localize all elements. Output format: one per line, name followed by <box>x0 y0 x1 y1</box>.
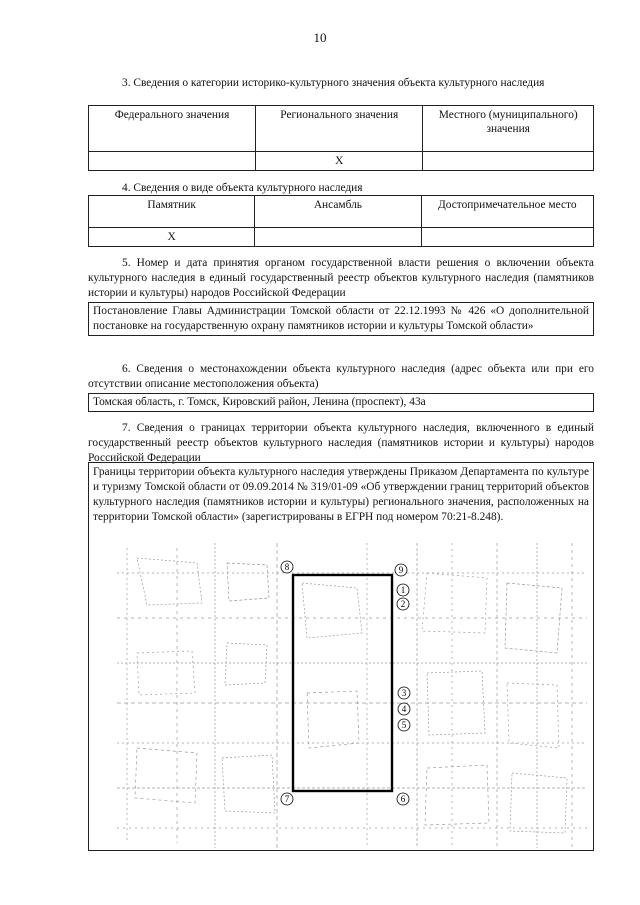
point-5 <box>398 719 410 731</box>
section-6-heading: 6. Сведения о местонахождении объекта культурного наследия (адрес объекта или при его отсутствии описание местоположения объекта) <box>88 363 594 390</box>
svg-text:8: 8 <box>284 562 290 572</box>
svg-text:6: 6 <box>400 794 406 804</box>
boundary-points <box>281 561 410 805</box>
boundary-outline <box>293 575 392 791</box>
svg-text:3: 3 <box>401 688 407 698</box>
section-4-heading: 4. Сведения о виде объекта культурного наследия <box>122 182 363 194</box>
point-8 <box>281 561 293 573</box>
point-9 <box>395 564 407 576</box>
svg-text:2: 2 <box>400 599 406 609</box>
section-5-heading: 5. Номер и дата принятия органом государственной власти решения о включении объекта культурного наследия в единый государственный реестр объектов культурного наследия (памятников истории и культуры) народов Российской Федерации <box>88 257 594 299</box>
section-3-table <box>88 105 594 171</box>
mark-monument: Х <box>89 228 255 247</box>
mark-landmark <box>421 228 593 247</box>
svg-text:5: 5 <box>401 720 407 730</box>
point-7 <box>281 793 293 805</box>
col-federal: Федерального значения <box>89 106 256 152</box>
section-4-table <box>88 195 594 247</box>
mark-local <box>423 152 594 171</box>
col-regional: Регионального значения <box>256 106 423 152</box>
section-6-value: Томская область, г. Томск, Кировский район, Ленина (проспект), 43а <box>88 393 594 412</box>
section-7-heading: 7. Сведения о границах территории объекта культурного наследия, включенного в единый государственный реестр объектов культурного наследия (памятников истории и культуры) народов Российской Федерации <box>88 422 594 464</box>
svg-text:4: 4 <box>401 704 407 714</box>
boundary-map-svg <box>117 543 587 848</box>
section-7-value: Границы территории объекта культурного наследия утверждены Приказом Департамента по культуре и туризму Томской области от 09.09.2014 № 319/01-09 «Об утверждении границ территорий объектов культурного наследия (памятников истории и культуры) регионального значения, расположенных на территории Томской области» (зарегистрированы в ЕГРН под номером 70:21-8.248). <box>93 466 589 523</box>
col-local: Местного (муниципального) значения <box>423 106 594 152</box>
point-6 <box>397 793 409 805</box>
col-ensemble: Ансамбль <box>255 196 421 228</box>
mark-ensemble <box>255 228 421 247</box>
section-3-heading: 3. Сведения о категории историко-культурного значения объекта культурного наследия <box>122 77 545 89</box>
section-5-value: Постановление Главы Администрации Томской области от 22.12.1993 № 426 «О дополнительной постановке на государственную охрану памятников истории и культуры Томской области» <box>88 302 594 336</box>
point-4 <box>398 703 410 715</box>
point-1 <box>397 584 409 596</box>
mark-federal <box>89 152 256 171</box>
svg-text:1: 1 <box>400 585 406 595</box>
svg-text:9: 9 <box>398 565 404 575</box>
point-2 <box>397 598 409 610</box>
col-monument: Памятник <box>89 196 255 228</box>
point-3 <box>398 687 410 699</box>
map-background-lines <box>117 543 587 848</box>
boundary-map <box>117 543 587 848</box>
section-7-box <box>88 462 594 851</box>
mark-regional: Х <box>256 152 423 171</box>
col-landmark: Достопримечательное место <box>421 196 593 228</box>
page-number: 10 <box>313 30 327 45</box>
svg-text:7: 7 <box>284 794 290 804</box>
